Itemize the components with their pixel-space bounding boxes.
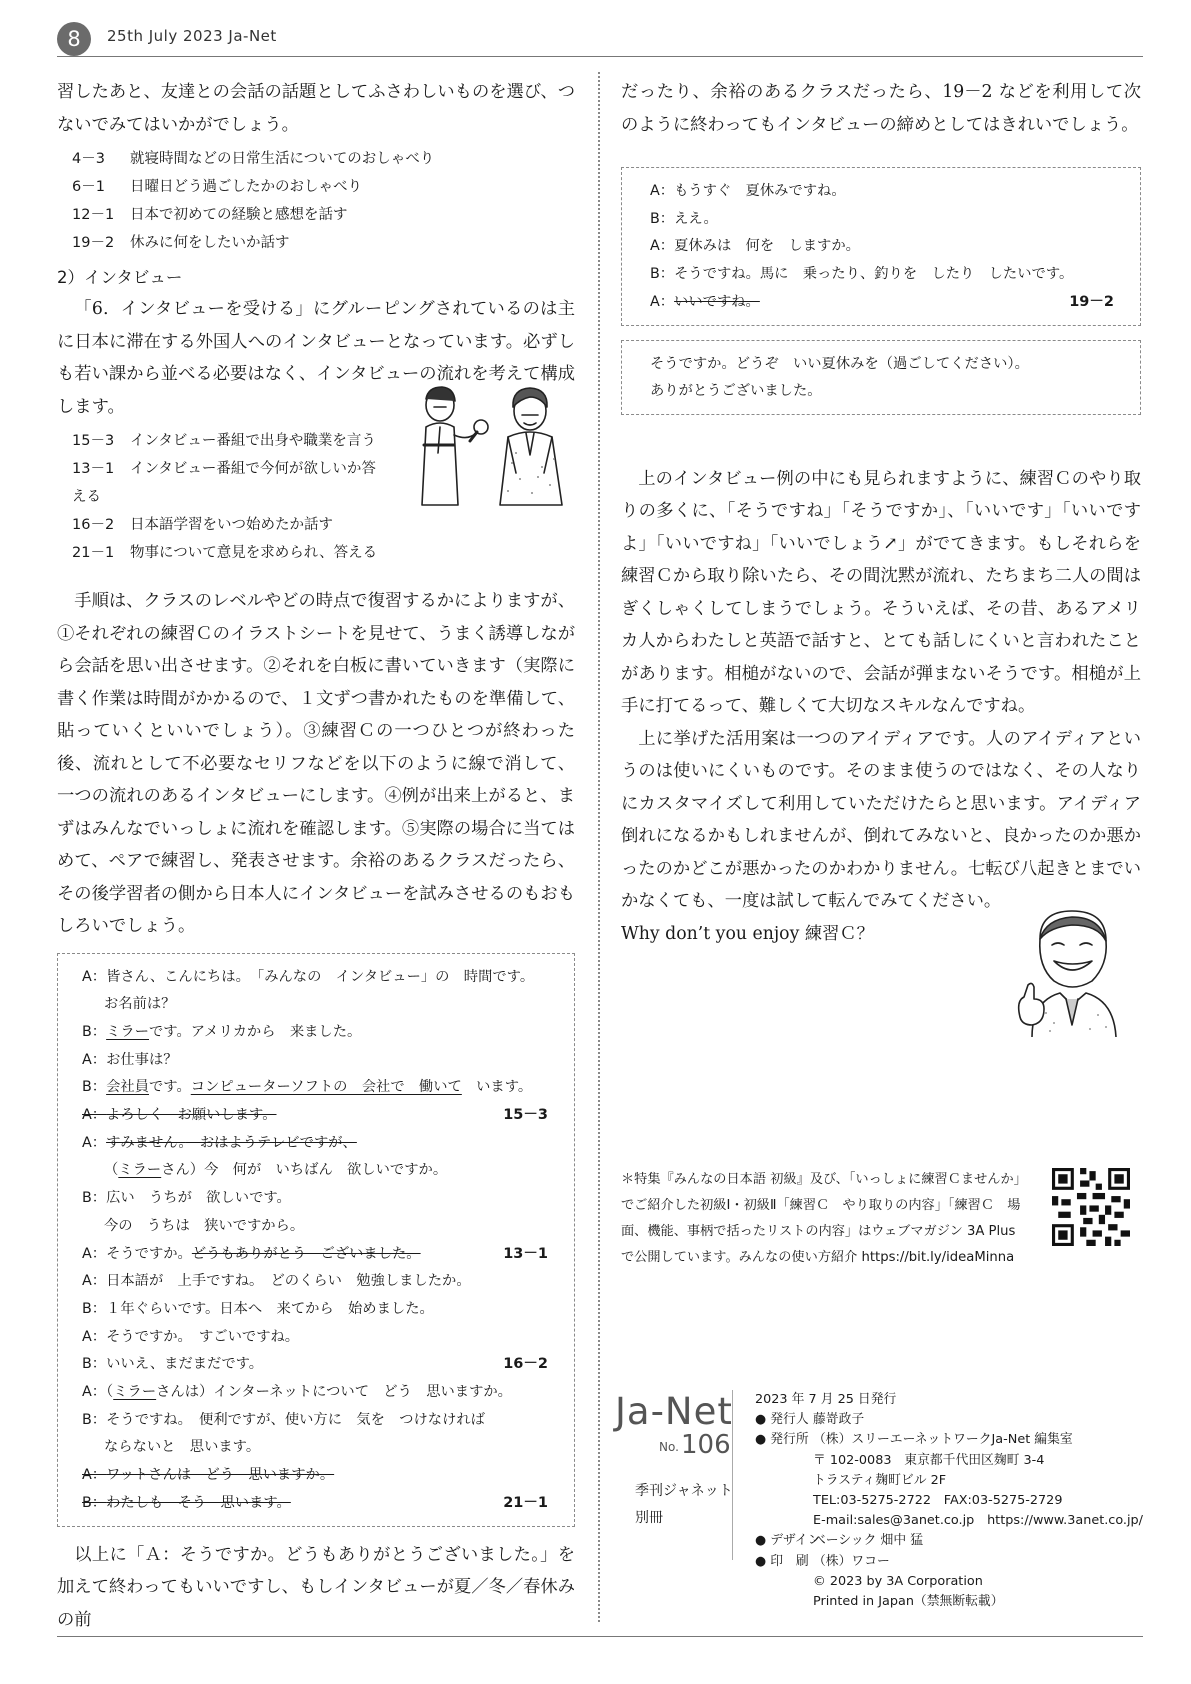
- list-item: 13－1 インタビュー番組で今何が欲しいか答える: [72, 461, 376, 505]
- left-column: [57, 76, 575, 1636]
- dialog-line: B：広い うちが 欲しいです。: [82, 1190, 291, 1207]
- footer-rule: [57, 1636, 1143, 1637]
- dialog-line: A：もうすぐ 夏休みですね。: [650, 183, 846, 199]
- dialog-line-struck: B：わたしも そう 思います。 21－1: [82, 1490, 560, 1518]
- interview-illustration: [412, 383, 572, 508]
- lesson-code: 13－1: [503, 1245, 548, 1262]
- enjoy-line: Why don’t you enjoy 練習Ｃ？: [621, 923, 874, 944]
- lesson-code: 15－3: [503, 1107, 548, 1124]
- lesson-code: 21－1: [503, 1494, 548, 1511]
- design-line: ● デザインベーシック 畑中 猛: [755, 1533, 923, 1549]
- dialog-line-struck: A：ワットさんは どう 思いますか。: [82, 1467, 335, 1484]
- dialog-line-struck: A：よろしく お願いします。 15－3: [82, 1102, 560, 1130]
- colophon-subtitle: 季刊ジャネット: [635, 1483, 733, 1499]
- list-item: 12－1 日本で初めての経験と感想を話す: [72, 207, 348, 223]
- dialog-line: A：お仕事は？: [82, 1051, 178, 1068]
- thumbs-up-illustration: [1010, 905, 1134, 1037]
- lesson-code: 19－2: [1069, 293, 1114, 310]
- dialog-line: B：１年ぐらいです。日本へ 来てから 始めました。: [82, 1300, 434, 1317]
- interview-paragraph: 「6．インタビューを受ける」にグルーピングされているのは主に日本に滞在する外国人へのインタビューとなっています。必ずしも若い課から並べる必要はなく、インタビューの流れを考えて構成します。: [57, 299, 575, 417]
- phone-line: TEL:03-5275-2722 FAX:03-5275-2729: [813, 1493, 1063, 1509]
- issue-no-label: No.: [659, 1440, 679, 1454]
- address-line: 〒 102-0083 東京都千代田区麹町 3-4: [813, 1452, 1045, 1468]
- footnote: ＊特集『みんなの日本語 初級』及び、「いっしょに練習Ｃませんか」でご紹介した初級Ⅰ・初級Ⅱ「練習Ｃ やり取りの内容」「練習Ｃ 場面、機能、事柄で括ったリストの内容」はウェブマガジン 3A Plus で公開しています。みんなの使い方紹介 https://bit.ly/ideaMinna: [621, 1172, 1027, 1265]
- dialog-line: B：会社員です。コンピューターソフトの 会社で 働いて います。: [82, 1079, 533, 1096]
- procedure-paragraph: 手順は、クラスのレベルやどの時点で復習するかによりますが、①それぞれの練習Ｃのイラストシートを見せて、うまく誘導しながら会話を思い出させます。②それを白板に書いていきます（実際に書く作業は時間がかかるので、１文ずつ書かれたものを準備して、貼っていくといいでしょう）。③練習Ｃの一つひとつが終わった後、流れとして不必要なセリフなどを以下のように線で消して、一つの流れのあるインタビューにします。④例が出来上がると、まずはみんなでいっしょに流れを確認します。⑤実際の場合に当てはめて、ペアで練習し、発表させます。余裕のあるクラスだったら、その後学習者の側から日本人にインタビューを試みさせるのもおもしろいでしょう。: [57, 591, 575, 936]
- dialog-line: A：日本語が 上手ですね。 どのくらい 勉強しましたか。: [82, 1273, 471, 1290]
- header-rule: [57, 56, 1143, 57]
- list-item: 4－3 就寝時間などの日常生活についてのおしゃべり: [72, 151, 435, 167]
- interview-list: [57, 427, 387, 567]
- list-item: 21－1 物事について意見を求められ、答える: [72, 545, 378, 561]
- dialog-line: お名前は？: [104, 996, 176, 1013]
- dialog-line: A：夏休みは 何を しますか。: [650, 238, 860, 255]
- summer-dialog-box: [621, 167, 1141, 326]
- dialog-line: ありがとうございました。: [650, 383, 822, 400]
- dialog-line-struck: A：いいですね。 19－2: [650, 289, 1126, 317]
- list-item: 15－3 インタビュー番組で出身や職業を言う: [72, 433, 376, 449]
- dialog-line: A：皆さん、こんにちは。 「みんなの インタビュー」の 時間です。: [82, 968, 535, 985]
- colophon-divider: [732, 1390, 733, 1560]
- page-header: [57, 20, 1143, 56]
- publisher-line: ● 発行人 藤嵜政子: [755, 1412, 865, 1428]
- list-item: 16－2 日本語学習をいつ始めたか話す: [72, 517, 333, 533]
- dialog-line: 今の うちは 狭いですから。: [104, 1217, 305, 1234]
- issue-date: 25th July 2023 Ja-Net: [107, 27, 277, 45]
- dialog-line: A：そうですか。 すごいですね。: [82, 1328, 300, 1345]
- dialog-line: B：ええ。: [650, 210, 718, 227]
- closing-paragraph: 以上に「Ａ：そうですか。どうもありがとうございました。」を加えて終わってもいいですし、もしインタビューが夏／冬／春休みの前: [57, 1544, 575, 1630]
- address-line: トラスティ麹町ビル 2F: [813, 1472, 947, 1488]
- colophon-details: [755, 1390, 1145, 1612]
- issue-number: 106: [681, 1430, 731, 1460]
- dialog-line: そうですか。どうぞ いい夏休みを（過ごしてください）。: [650, 355, 1029, 372]
- print-line: ● 印 刷 （株）ワコー: [755, 1553, 890, 1569]
- janet-logo: Ja-Net: [615, 1390, 733, 1433]
- colophon-subtitle: 別冊: [635, 1510, 663, 1526]
- lesson-code: 16－2: [503, 1356, 548, 1373]
- qr-code-icon[interactable]: [1052, 1168, 1130, 1246]
- printed-line: Printed in Japan（禁無断転載）: [813, 1594, 1004, 1610]
- interview-dialog-box: [57, 953, 575, 1527]
- email-line[interactable]: E-mail:sales@3anet.co.jp https://www.3anet.co.jp/: [813, 1513, 1143, 1529]
- office-line: ● 発行所 （株）スリーエーネットワークJa-Net 編集室: [755, 1432, 1073, 1448]
- dialog-line: ならないと 思います。: [104, 1439, 261, 1456]
- list-item: 6－1 日曜日どう過ごしたかのおしゃべり: [72, 179, 362, 195]
- column-divider: [598, 72, 600, 1622]
- dialog-line: B：そうですね。馬に 乗ったり、釣りを したり したいです。: [650, 266, 1074, 283]
- issue-date-line: 2023 年 7 月 25 日発行: [755, 1392, 897, 1407]
- copyright-line: © 2023 by 3A Corporation: [813, 1573, 983, 1589]
- right-column: [621, 76, 1141, 950]
- intro-paragraph: 習したあと、友達との会話の話題としてふさわしいものを選び、つないでみてはいかがでしょう。: [57, 82, 575, 135]
- dialog-line: （ミラーさん）今 何が いちばん 欲しいですか。: [104, 1162, 448, 1179]
- continuation-paragraph: だったり、余裕のあるクラスだったら、19－2 などを利用して次のように終わってもインタビューの締めとしてはきれいでしょう。: [621, 82, 1141, 135]
- colophon: [615, 1390, 1145, 1620]
- topic-list: [57, 145, 575, 257]
- dialog-line: A：すみません。 おはようテレビですが、: [82, 1134, 357, 1151]
- dialog-line: B：ミラーです。アメリカから 来ました。: [82, 1023, 362, 1040]
- closing-dialog-box: [621, 340, 1141, 415]
- section-title: 2）インタビュー: [57, 268, 183, 287]
- dialog-line: B：いいえ、まだまだです。 16－2: [82, 1351, 560, 1379]
- dialog-line: A：（ミラーさんは）インターネットについて どう 思いますか。: [82, 1384, 512, 1401]
- dialog-line: B：そうですね。 便利ですが、使い方に 気を つけなければ: [82, 1411, 485, 1428]
- list-item: 19－2 休みに何をしたいか話す: [72, 235, 290, 251]
- aizuchi-paragraph: 上のインタビュー例の中にも見られますように、練習Ｃのやり取りの多くに、「そうですね」「そうですか」、「いいです」「いいですよ」「いいですね」「いいでしょう↗」がでてきます。もしそれらを練習Ｃから取り除いたら、その間沈黙が流れ、たちまち二人の間はぎくしゃくしてしまうでしょう。そういえば、その昔、あるアメリカ人からわたしと英語で話すと、とても話しにくいと言われたことがあります。相槌がないので、会話が弾まないそうです。相槌が上手に打てるって、難しくて大切なスキルなんですね。: [621, 468, 1141, 717]
- idea-paragraph: 上に挙げた活用案は一つのアイディアです。人のアイディアというのは使いにくいものです。そのまま使うのではなく、その人なりにカスタマイズして利用していただけたらと思います。アイディア倒れになるかもしれませんが、倒れてみないと、良かったのか悪かったのかどこが悪かったのかわかりません。七転び八起きとまでいかなくても、一度は試して転んでみてください。: [621, 728, 1141, 912]
- dialog-line: A：そうですか。どうもありがとう ございました。 13－1: [82, 1241, 560, 1269]
- page-number-badge: 8: [57, 22, 91, 56]
